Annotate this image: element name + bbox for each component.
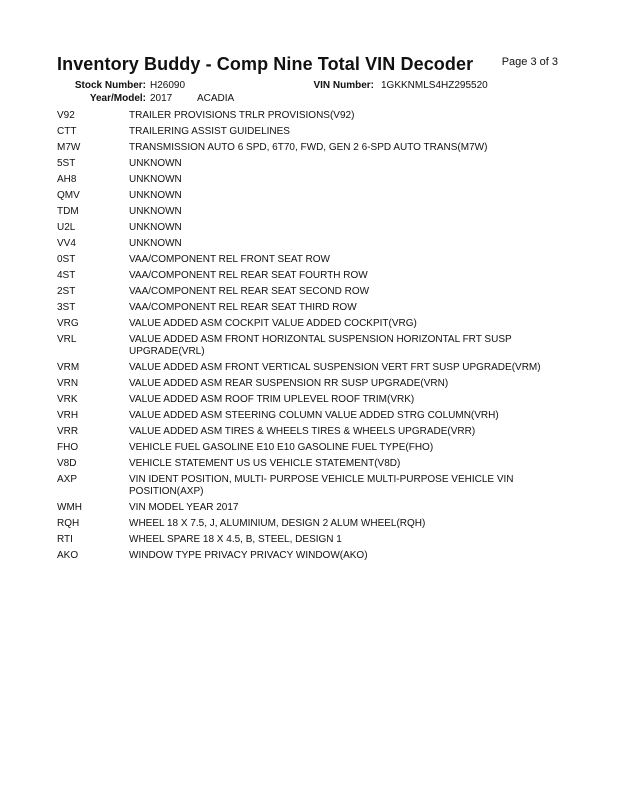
- option-code-row: [57, 334, 557, 358]
- option-code-row: [57, 410, 557, 422]
- option-code-row: [57, 126, 557, 138]
- option-description: VALUE ADDED ASM FRONT VERTICAL SUSPENSION VERT FRT SUSP UPGRADE(VRM): [129, 362, 541, 373]
- option-description: VEHICLE STATEMENT US US VEHICLE STATEMENT(V8D): [129, 458, 401, 469]
- vin-number-label: VIN Number:: [313, 80, 374, 91]
- option-code-row: [57, 518, 557, 530]
- option-code: RTI: [57, 534, 73, 545]
- option-code-row: [57, 190, 557, 202]
- option-description: TRANSMISSION AUTO 6 SPD, 6T70, FWD, GEN 2 6-SPD AUTO TRANS(M7W): [129, 142, 488, 153]
- option-description: VALUE ADDED ASM TIRES & WHEELS TIRES & WHEELS UPGRADE(VRR): [129, 426, 476, 437]
- option-description: UNKNOWN: [129, 222, 182, 233]
- option-code-row: [57, 362, 557, 374]
- option-description: VAA/COMPONENT REL REAR SEAT SECOND ROW: [129, 286, 370, 297]
- option-code: V8D: [57, 458, 77, 469]
- option-code-row: [57, 534, 557, 546]
- option-code-row: [57, 142, 557, 154]
- option-description: VALUE ADDED ASM COCKPIT VALUE ADDED COCKPIT(VRG): [129, 318, 417, 329]
- option-code: VRK: [57, 394, 78, 405]
- option-code: RQH: [57, 518, 80, 529]
- option-code: VRG: [57, 318, 79, 329]
- option-code-row: [57, 206, 557, 218]
- vin-number-value: 1GKKNMLS4HZ295520: [381, 80, 488, 91]
- option-code-row: [57, 174, 557, 186]
- option-description: VIN MODEL YEAR 2017: [129, 502, 239, 513]
- option-description: UNKNOWN: [129, 190, 182, 201]
- option-description: VAA/COMPONENT REL FRONT SEAT ROW: [129, 254, 330, 265]
- stock-number-value: H26090: [150, 80, 186, 91]
- option-description: UNKNOWN: [129, 206, 182, 217]
- option-code: VRL: [57, 334, 77, 345]
- option-code: AKO: [57, 550, 79, 561]
- option-code-row: [57, 222, 557, 234]
- option-description: VALUE ADDED ASM REAR SUSPENSION RR SUSP UPGRADE(VRN): [129, 378, 449, 389]
- option-code: V92: [57, 110, 75, 121]
- option-code: WMH: [57, 502, 82, 513]
- option-code: M7W: [57, 142, 81, 153]
- option-code-row: [57, 550, 557, 562]
- option-code-row: [57, 158, 557, 170]
- option-code: VRR: [57, 426, 79, 437]
- option-description: VAA/COMPONENT REL REAR SEAT FOURTH ROW: [129, 270, 368, 281]
- year-value: 2017: [150, 93, 173, 104]
- option-code: 0ST: [57, 254, 76, 265]
- option-code-row: [57, 318, 557, 330]
- option-code-row: [57, 394, 557, 406]
- option-code-row: [57, 502, 557, 514]
- option-code-row: [57, 238, 557, 250]
- option-description: VALUE ADDED ASM STEERING COLUMN VALUE ADDED STRG COLUMN(VRH): [129, 410, 499, 421]
- page-title: Inventory Buddy - Comp Nine Total VIN Decoder: [57, 54, 474, 74]
- option-description: VALUE ADDED ASM ROOF TRIM UPLEVEL ROOF TRIM(VRK): [129, 394, 415, 405]
- option-code-row: [57, 302, 557, 314]
- option-code-row: [57, 426, 557, 438]
- option-code-list: [57, 110, 557, 566]
- option-code: 3ST: [57, 302, 76, 313]
- page-number: Page 3 of 3: [501, 56, 558, 68]
- option-code-row: [57, 270, 557, 282]
- option-code: AH8: [57, 174, 77, 185]
- option-code: VRN: [57, 378, 79, 389]
- option-description: WHEEL 18 X 7.5, J, ALUMINIUM, DESIGN 2 ALUM WHEEL(RQH): [129, 518, 426, 529]
- option-description: TRAILERING ASSIST GUIDELINES: [129, 126, 290, 137]
- option-code: AXP: [57, 474, 78, 485]
- option-code-row: [57, 474, 557, 498]
- option-description: UNKNOWN: [129, 174, 182, 185]
- option-code: FHO: [57, 442, 79, 453]
- stock-number-label: Stock Number:: [74, 80, 146, 91]
- model-value: ACADIA: [197, 93, 235, 104]
- option-code: U2L: [57, 222, 76, 233]
- option-description: VIN IDENT POSITION, MULTI- PURPOSE VEHICLE MULTI-PURPOSE VEHICLE VIN POSITION(AXP): [129, 474, 514, 497]
- option-code-row: [57, 286, 557, 298]
- option-description: VAA/COMPONENT REL REAR SEAT THIRD ROW: [129, 302, 357, 313]
- option-description: WHEEL SPARE 18 X 4.5, B, STEEL, DESIGN 1: [129, 534, 342, 545]
- option-code: QMV: [57, 190, 80, 201]
- option-code-row: [57, 378, 557, 390]
- option-description: UNKNOWN: [129, 238, 182, 249]
- option-code: VRM: [57, 362, 80, 373]
- option-code: CTT: [57, 126, 77, 137]
- option-code-row: [57, 458, 557, 470]
- option-code: VV4: [57, 238, 76, 249]
- option-code: VRH: [57, 410, 79, 421]
- option-code-row: [57, 254, 557, 266]
- option-code: 2ST: [57, 286, 76, 297]
- option-code-row: [57, 110, 557, 122]
- option-code: 4ST: [57, 270, 76, 281]
- option-code: 5ST: [57, 158, 76, 169]
- option-description: WINDOW TYPE PRIVACY PRIVACY WINDOW(AKO): [129, 550, 368, 561]
- option-description: TRAILER PROVISIONS TRLR PROVISIONS(V92): [129, 110, 355, 121]
- option-code: TDM: [57, 206, 79, 217]
- year-model-label: Year/Model:: [89, 93, 146, 104]
- option-description: UNKNOWN: [129, 158, 182, 169]
- option-description: VALUE ADDED ASM FRONT HORIZONTAL SUSPENSION HORIZONTAL FRT SUSP UPGRADE(VRL): [129, 334, 512, 357]
- option-description: VEHICLE FUEL GASOLINE E10 E10 GASOLINE FUEL TYPE(FHO): [129, 442, 434, 453]
- option-code-row: [57, 442, 557, 454]
